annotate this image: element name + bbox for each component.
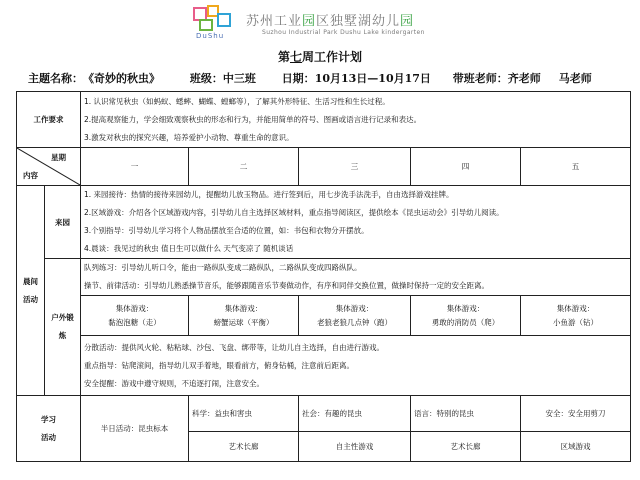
weekday-corner-cell bbox=[17, 148, 81, 186]
arrival-item: 1. 来园接待：热情的接待来园幼儿，提醒幼儿放玉物品。进行签到后，用七步洗手法洗手，自由选择游戏挂牌。 bbox=[84, 190, 454, 199]
goals-content bbox=[81, 92, 631, 148]
class-value: 中三班 bbox=[222, 72, 256, 85]
afternoon-wed: 自主性游戏 bbox=[299, 432, 411, 462]
weekday-row bbox=[17, 148, 631, 186]
outdoor-notes-row bbox=[17, 336, 631, 396]
arrival-item: 2.区域游戏：介绍各个区域游戏内容，引导幼儿自主选择区域材料，重点指导阅读区，提供绘本《昆虫运动会》引导幼儿阅读。 bbox=[84, 208, 504, 217]
afternoon-tue: 艺术长廊 bbox=[189, 432, 299, 462]
game-cell-fri: 集体游戏： 小鱼游（钻） bbox=[521, 296, 631, 336]
subject-wed: 社会：有趣的昆虫 bbox=[299, 396, 411, 432]
outdoor-notes bbox=[81, 336, 631, 396]
corner-label-content: 内容 bbox=[23, 171, 38, 180]
outdoor-note: 安全提醒：游戏中遵守规则，不追逐打闹，注意安全。 bbox=[84, 378, 264, 388]
outdoor-exercise-label: 户外锻 炼 bbox=[45, 259, 81, 396]
game-cell-wed: 集体游戏： 老狼老狼几点钟（跑） bbox=[299, 296, 411, 336]
outdoor-intro bbox=[81, 259, 631, 296]
school-name: 苏州工业园区独墅湖幼儿园 bbox=[246, 14, 415, 29]
weekday-mon: 一 bbox=[81, 148, 189, 186]
logo-text: DuShu bbox=[196, 32, 225, 40]
game-cell-tue: 集体游戏： 螃蟹运球（平衡） bbox=[189, 296, 299, 336]
weekday-fri: 五 bbox=[521, 148, 631, 186]
arrival-item: 3.个别指导：引导幼儿学习将个人物品摆放至合适的位置，如：书包和衣物分开摆放。 bbox=[84, 226, 369, 235]
half-day-activity: 半日活动：昆虫标本 bbox=[81, 396, 189, 462]
date-value: 10月13日—10月17日 bbox=[314, 72, 431, 85]
outdoor-intro-item: 操节、前律活动：引导幼儿熟悉操节音乐，能够跟随音乐节奏做动作，有序和同伴交换位置，做操时保持一定的安全距离。 bbox=[84, 281, 489, 290]
morning-activity-label: 晨间 活动 bbox=[17, 186, 45, 396]
learning-row bbox=[17, 396, 631, 432]
goals-row bbox=[17, 92, 631, 148]
outdoor-intro-item: 队列练习：引导幼儿听口令，能由一路纵队变成二路纵队，二路纵队变成四路纵队。 bbox=[84, 263, 362, 272]
theme-label: 主题名称： bbox=[28, 72, 83, 85]
arrival-label: 来园 bbox=[45, 186, 81, 259]
teacher-name-1: 齐老师 bbox=[507, 72, 541, 85]
date-label: 日期： bbox=[281, 72, 315, 85]
arrival-content bbox=[81, 186, 631, 259]
afternoon-fri: 区域游戏 bbox=[521, 432, 631, 462]
game-cell-thu: 集体游戏： 勇敢的消防员（爬） bbox=[411, 296, 521, 336]
outdoor-note: 分散活动：提供风火轮、粘粘球、沙包、飞盘、绑带等，让幼儿自主选择，自由进行游戏。 bbox=[84, 342, 384, 352]
goal-item: 1. 认识常见秋虫（如蚂蚁、蟋蟀、蝴蝶、螳螂等），了解其外形特征、生活习性和生长过程。 bbox=[84, 96, 390, 106]
goal-item: 3.激发对秋虫的探究兴趣，培养爱护小动物、尊重生命的意识。 bbox=[84, 132, 294, 142]
goals-label: 工作要求 bbox=[17, 92, 81, 148]
class-label: 班级： bbox=[189, 72, 223, 85]
weekday-tue: 二 bbox=[189, 148, 299, 186]
subject-tue: 科学：益虫和害虫 bbox=[189, 396, 299, 432]
afternoon-thu: 艺术长廊 bbox=[411, 432, 521, 462]
outdoor-note: 重点指导：钻爬滚间，指导幼儿双手着地，眼看前方，俯身钻桶，注意前后距离。 bbox=[84, 360, 354, 370]
subject-thu: 语言：特别的昆虫 bbox=[411, 396, 521, 432]
collective-games-row bbox=[17, 296, 631, 336]
game-cell-mon: 集体游戏： 黏泡泡糖（走） bbox=[81, 296, 189, 336]
school-header bbox=[0, 0, 640, 48]
theme-value: 《奇妙的秋虫》 bbox=[83, 72, 160, 85]
weekday-thu: 四 bbox=[411, 148, 521, 186]
weekly-plan-table bbox=[16, 91, 631, 462]
arrival-row bbox=[17, 186, 631, 259]
goal-item: 2.提高观察能力，学会细致观察秋虫的形态和行为，并能用简单的符号、图画或语言进行记录和表达。 bbox=[84, 114, 422, 124]
teacher-label: 带班老师： bbox=[452, 72, 508, 85]
weekday-wed: 三 bbox=[299, 148, 411, 186]
school-name-english: Suzhou Industrial Park Dushu Lake kindergarten bbox=[262, 29, 425, 36]
outdoor-intro-row bbox=[17, 259, 631, 296]
week-number: 七 bbox=[289, 50, 302, 64]
corner-label-weekday: 星期 bbox=[51, 153, 66, 162]
teacher-name-2: 马老师 bbox=[558, 72, 592, 85]
plan-info-line bbox=[28, 70, 628, 86]
subject-fri: 安全：安全用剪刀 bbox=[521, 396, 631, 432]
page-title: 第七周工作计划 bbox=[277, 50, 363, 64]
arrival-item: 4.晨谈：我见过的秋虫 值日生可以做什么 天气变凉了 随机谈话 bbox=[84, 244, 294, 253]
learning-activity-label: 学习 活动 bbox=[17, 396, 81, 462]
